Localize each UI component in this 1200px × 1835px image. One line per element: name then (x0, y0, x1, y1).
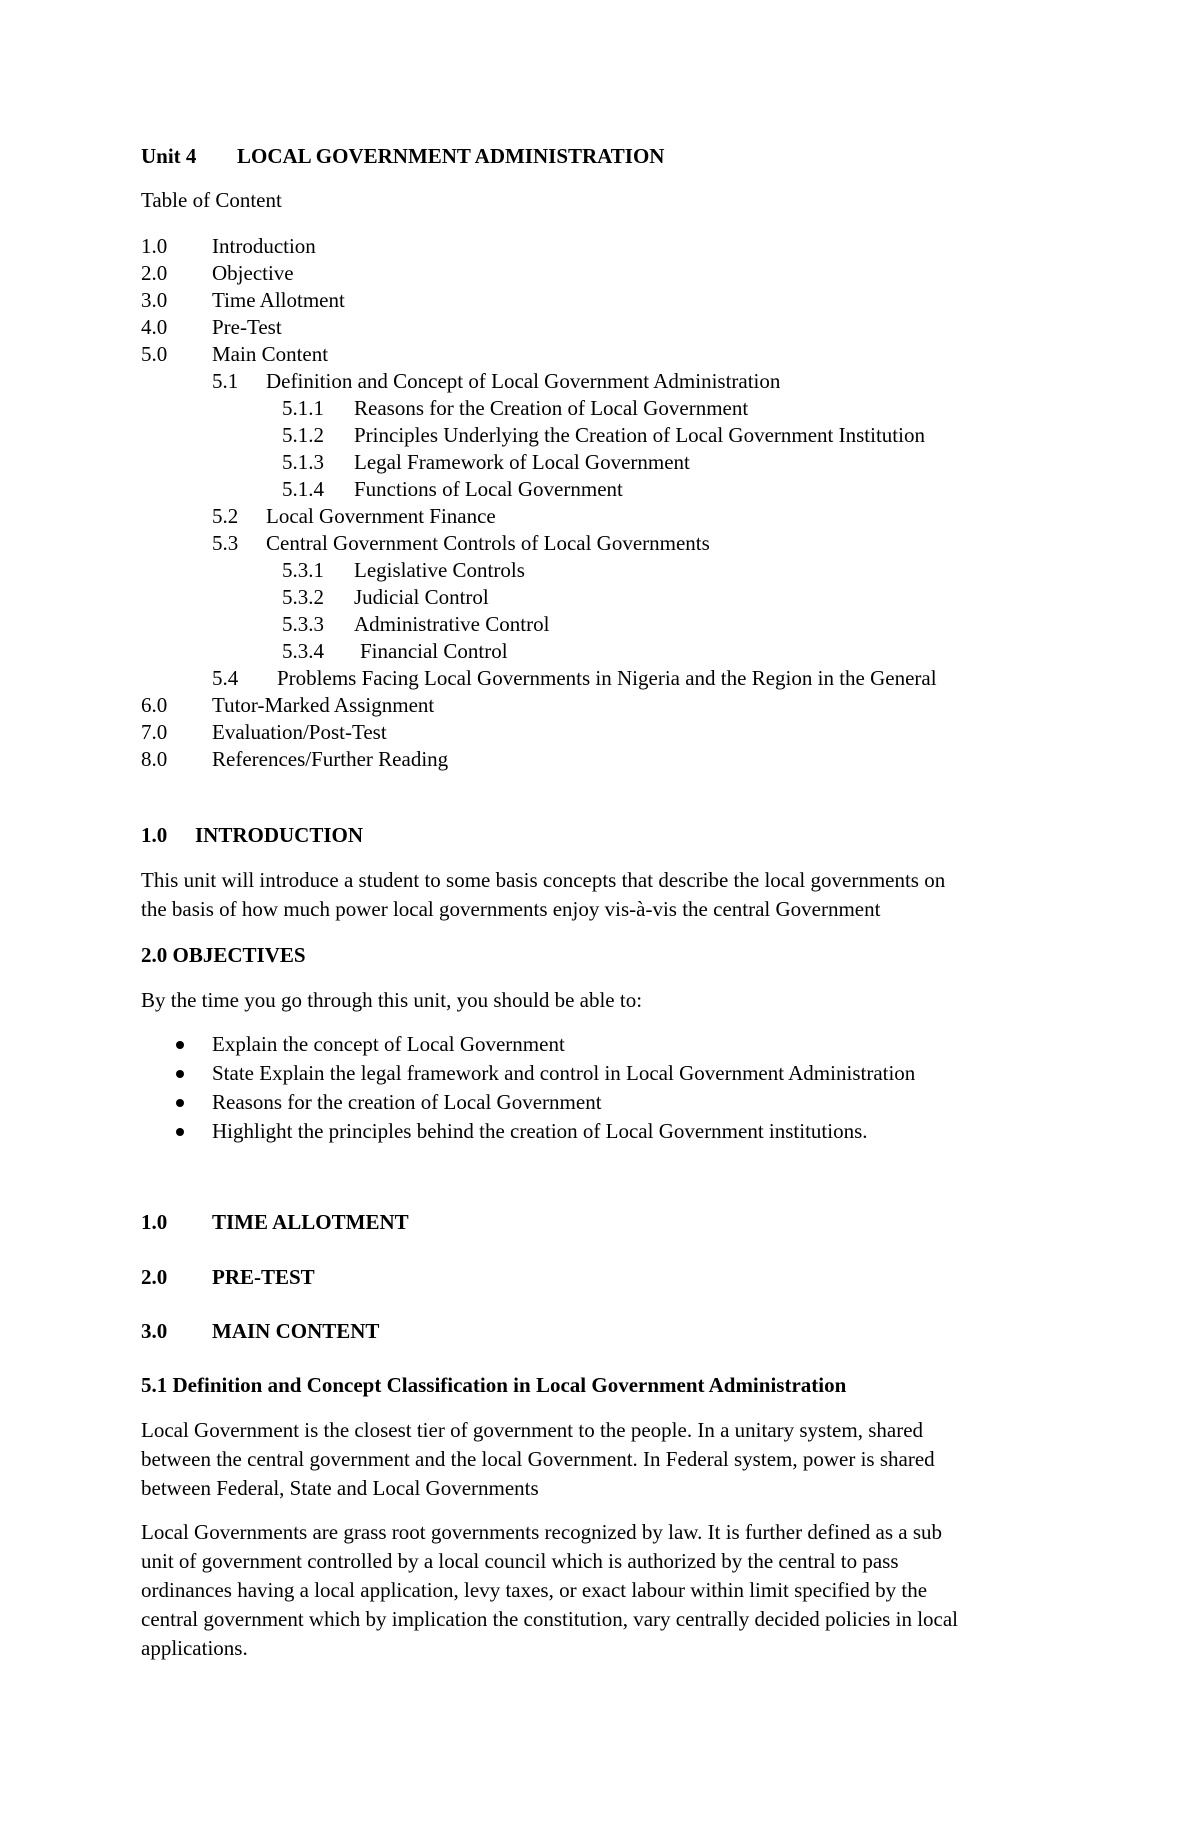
unit-heading (141, 143, 665, 170)
section-heading: 1.0 TIME ALLOTMENT (141, 1210, 409, 1234)
bullet-icon (176, 1041, 184, 1049)
list-item: Highlight the principles behind the creation of Local Government institutions. (212, 1119, 868, 1143)
bullet-icon (176, 1128, 184, 1136)
unit-label: Unit 4 (141, 144, 197, 168)
introduction-heading: 1.0 INTRODUCTION (141, 823, 364, 847)
subsection-heading: 5.1 Definition and Concept Classification in Local Government Administration (141, 1373, 847, 1397)
bullet-icon (176, 1070, 184, 1078)
objectives-lead: By the time you go through this unit, you should be able to: (141, 988, 643, 1012)
introduction-text-line: the basis of how much power local governments enjoy vis-à-vis the central Government (141, 897, 881, 921)
section-heading: 3.0 MAIN CONTENT (141, 1319, 380, 1343)
list-item: Reasons for the creation of Local Government (212, 1090, 602, 1114)
paragraph: Local Governments are grass root governments recognized by law. It is further defined as a sub unit of government controlled by a local council which is authorized by the central to pass ordinances having a local application, levy taxes, or exact labour within limit specified by the central government which by implication the constitution, vary centrally decided policies in local applications. (141, 1520, 959, 1660)
unit-title: LOCAL GOVERNMENT ADMINISTRATION (237, 144, 665, 168)
paragraph: Local Government is the closest tier of government to the people. In a unitary system, shared between the central government and the local Government. In Federal system, power is shared between Federal, State and Local Governments (141, 1418, 935, 1500)
list-item: Explain the concept of Local Government (212, 1032, 565, 1056)
bullet-icon (176, 1099, 184, 1107)
toc-heading: Table of Content (141, 188, 282, 212)
list-item: State Explain the legal framework and control in Local Government Administration (212, 1061, 916, 1085)
section-heading: 2.0 PRE-TEST (141, 1265, 315, 1289)
objectives-heading: 2.0 OBJECTIVES (141, 943, 306, 967)
introduction-text-line: This unit will introduce a student to some basis concepts that describe the local governments on (141, 868, 946, 892)
